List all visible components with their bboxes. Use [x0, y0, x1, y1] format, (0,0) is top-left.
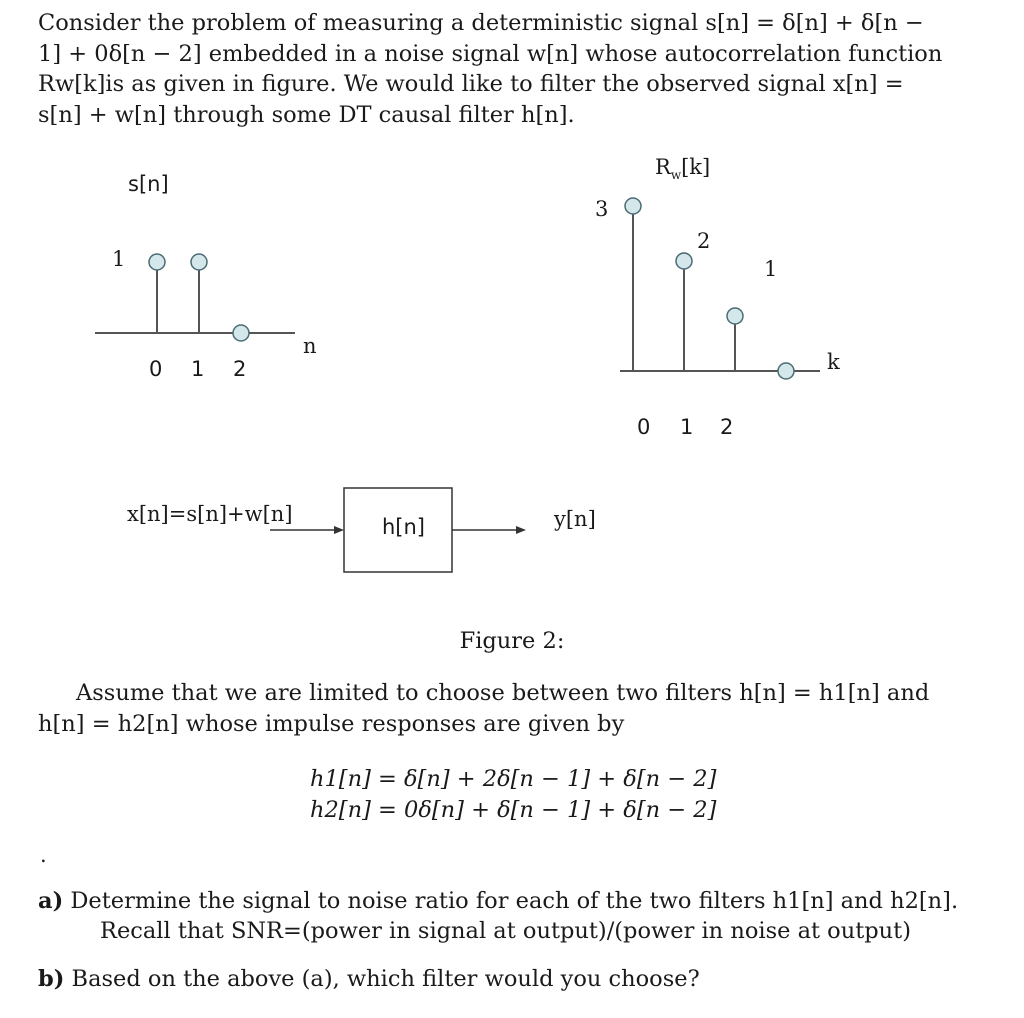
autocorr-tick-0: 0: [637, 415, 651, 439]
figure-caption: Figure 2:: [459, 628, 565, 654]
part-b-text: Based on the above (a), which filter would you choose?: [71, 966, 700, 992]
part-b: [38, 966, 700, 992]
signal-tick-0: 0: [149, 357, 163, 381]
stray-dot: .: [40, 843, 47, 867]
autocorr-axis-label: k: [827, 350, 840, 374]
autocorr-point-3: [778, 363, 794, 379]
autocorr-plot: [620, 198, 820, 379]
part-b-label: b): [38, 966, 65, 992]
autocorr-point-2: [727, 308, 743, 324]
autocorr-value-3: 3: [595, 197, 609, 221]
signal-point-0: [149, 254, 165, 270]
autocorr-tick-2: 2: [720, 415, 734, 439]
signal-tick-1: 1: [191, 357, 205, 381]
equation-h1: h1[n] = δ[n] + 2δ[n − 1] + δ[n − 2]: [310, 766, 717, 792]
equation-h2: h2[n] = 0δ[n] + δ[n − 1] + δ[n − 2]: [310, 797, 717, 823]
signal-tick-2: 2: [233, 357, 247, 381]
autocorr-value-1: 1: [764, 257, 778, 281]
signal-point-1: [191, 254, 207, 270]
part-a-text: Determine the signal to noise ratio for each of the two filters h1[n] and h2[n].: [70, 888, 959, 914]
input-signal-label: x[n]=s[n]+w[n]: [127, 502, 293, 526]
signal-plot-title: s[n]: [128, 172, 169, 196]
signal-axis-label: n: [303, 334, 317, 358]
assume-paragraph: Assume that we are limited to choose between two filters h[n] = h1[n] and h[n] = h2[n] whose impulse responses are given by: [38, 680, 930, 737]
autocorr-point-0: [625, 198, 641, 214]
part-a-label: a): [38, 888, 64, 914]
part-a-recall: Recall that SNR=(power in signal at output)/(power in noise at output): [100, 918, 911, 944]
part-a: [38, 888, 958, 914]
filter-label: h[n]: [382, 515, 426, 539]
input-arrow-head: [334, 526, 344, 534]
autocorr-point-1: [676, 253, 692, 269]
output-signal-label: y[n]: [554, 507, 596, 531]
autocorr-value-2: 2: [697, 229, 711, 253]
signal-amplitude-label: 1: [112, 247, 126, 271]
output-arrow-head: [516, 526, 526, 534]
signal-point-2: [233, 325, 249, 341]
intro-paragraph: Consider the problem of measuring a deterministic signal s[n] = δ[n] + δ[n − 1] + 0δ[n − 2] embedded in a noise signal w[n] whose autocorrelation function Rw[k]is as given in figure. We would like to filter the observed signal x[n] = s[n] + w[n] through some DT causal filter h[n].: [38, 10, 943, 128]
autocorr-plot-title: $R_w[k]$: [655, 155, 711, 183]
autocorr-tick-1: 1: [680, 415, 694, 439]
